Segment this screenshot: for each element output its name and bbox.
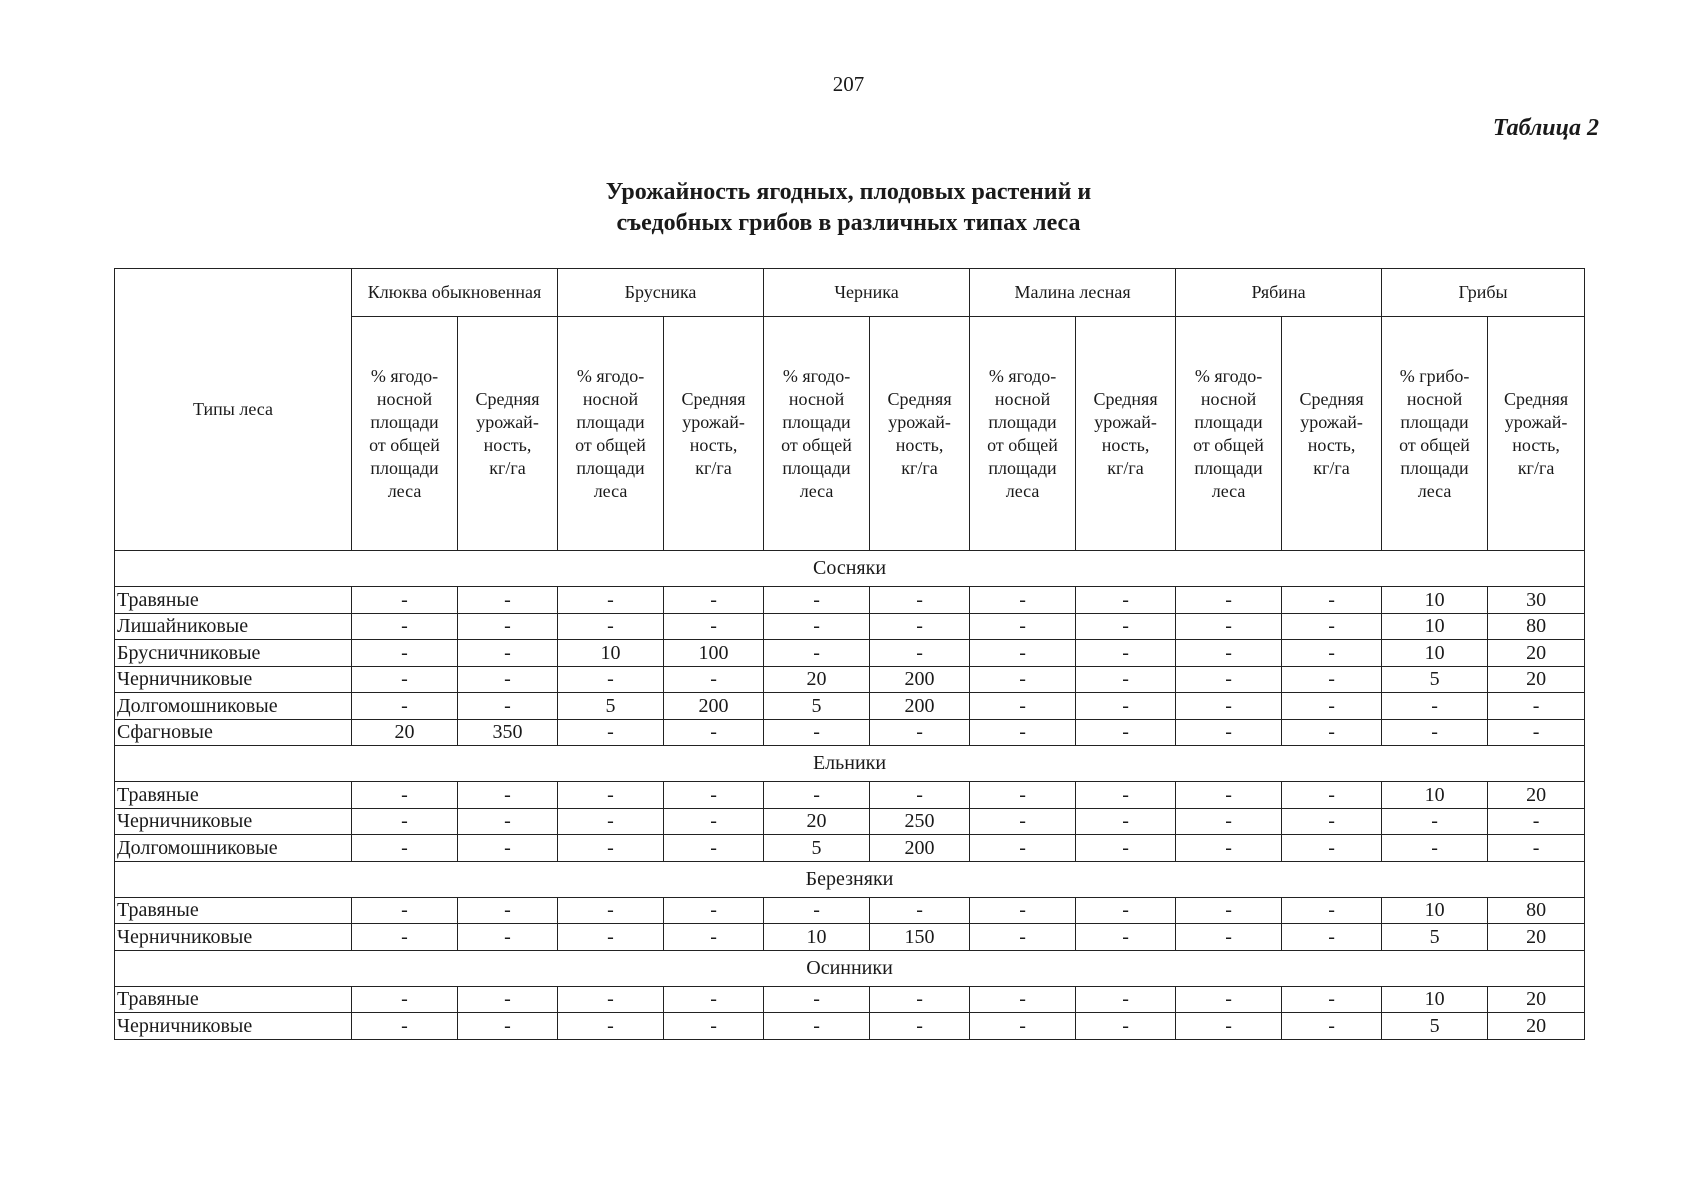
area-percent-cell: - [1176,693,1282,720]
area-percent-cell: - [1382,693,1488,720]
area-percent-cell: - [1176,1013,1282,1040]
avg-yield-cell: - [1282,640,1382,667]
sub-header-area-percent [1382,317,1488,551]
avg-yield-cell: - [1076,640,1176,667]
avg-yield-cell: - [1282,924,1382,951]
sub-header-avg-yield [458,317,558,551]
avg-yield-cell: - [1076,782,1176,809]
area-percent-cell: - [1176,666,1282,693]
section-title: Сосняки [115,551,1585,587]
table-label: Таблица 2 [1492,115,1599,141]
avg-yield-cell: - [664,613,764,640]
avg-yield-cell: - [1076,897,1176,924]
forest-type-cell: Долгомошниковые [115,693,352,720]
avg-yield-cell: - [870,719,970,746]
area-percent-cell: - [1176,719,1282,746]
group-header-cranberry: Клюква обыкновенная [352,269,558,317]
table-row [115,924,1585,951]
area-percent-cell: - [764,613,870,640]
section-title: Осинники [115,950,1585,986]
avg-yield-cell: - [664,924,764,951]
avg-yield-cell: 20 [1488,924,1585,951]
avg-yield-cell: - [1282,587,1382,614]
avg-yield-cell: - [664,897,764,924]
area-percent-cell: - [352,808,458,835]
avg-yield-cell: - [664,666,764,693]
sub-header-text: % ягодо- носной площади от общей площади леса [781,365,852,501]
area-percent-cell: - [352,666,458,693]
avg-yield-cell: 200 [664,693,764,720]
sub-header-area-percent [970,317,1076,551]
table-title [0,177,1697,239]
area-percent-cell: 5 [764,835,870,862]
area-percent-cell: - [764,986,870,1013]
area-percent-cell: - [970,587,1076,614]
area-percent-cell: 20 [764,666,870,693]
avg-yield-cell: - [1076,587,1176,614]
avg-yield-cell: - [1282,693,1382,720]
avg-yield-cell: - [458,587,558,614]
avg-yield-cell: - [664,986,764,1013]
sub-header-text: % ягодо- носной площади от общей площади леса [987,365,1058,501]
avg-yield-cell: - [870,587,970,614]
section-row [115,551,1585,587]
forest-type-header: Типы леса [115,269,352,551]
avg-yield-cell: - [458,693,558,720]
area-percent-cell: - [352,587,458,614]
section-title: Ельники [115,746,1585,782]
sub-header-avg-yield [870,317,970,551]
avg-yield-cell: - [458,1013,558,1040]
sub-header-avg-yield [664,317,764,551]
area-percent-cell: - [558,613,664,640]
avg-yield-cell: - [458,924,558,951]
table-row [115,613,1585,640]
area-percent-cell: - [352,613,458,640]
table-row [115,808,1585,835]
area-percent-cell: - [764,897,870,924]
area-percent-cell: - [352,782,458,809]
table-title-line-1: Урожайность ягодных, плодовых растений и [605,179,1092,205]
avg-yield-cell: - [1076,666,1176,693]
avg-yield-cell: - [664,719,764,746]
area-percent-cell: - [352,640,458,667]
avg-yield-cell: 20 [1488,986,1585,1013]
area-percent-cell: - [352,835,458,862]
forest-type-cell: Сфагновые [115,719,352,746]
area-percent-cell: - [1176,808,1282,835]
avg-yield-cell: - [1488,808,1585,835]
avg-yield-cell: - [1076,719,1176,746]
area-percent-cell: - [558,808,664,835]
avg-yield-cell: - [664,782,764,809]
table-row [115,693,1585,720]
avg-yield-cell: - [664,587,764,614]
sub-header-text: Средняя урожай- ность, кг/га [1093,388,1158,478]
sub-header-text: Средняя урожай- ность, кг/га [475,388,540,478]
section-title: Березняки [115,861,1585,897]
table-row [115,666,1585,693]
avg-yield-cell: - [458,613,558,640]
forest-type-cell: Травяные [115,782,352,809]
forest-type-cell: Травяные [115,897,352,924]
area-percent-cell: - [1176,986,1282,1013]
page-number: 207 [832,72,865,96]
avg-yield-cell: - [1076,693,1176,720]
sub-header-text: Средняя урожай- ность, кг/га [1504,388,1569,478]
avg-yield-cell: - [1076,835,1176,862]
table-row [115,897,1585,924]
forest-type-cell: Черничниковые [115,924,352,951]
area-percent-cell: - [970,666,1076,693]
area-percent-cell: 5 [764,693,870,720]
group-header-raspberry: Малина лесная [970,269,1176,317]
area-percent-cell: - [352,1013,458,1040]
area-percent-cell: - [970,693,1076,720]
area-percent-cell: - [1176,587,1282,614]
area-percent-cell: 10 [1382,640,1488,667]
area-percent-cell: - [558,835,664,862]
avg-yield-cell: - [458,835,558,862]
area-percent-cell: 10 [764,924,870,951]
avg-yield-cell: - [1076,924,1176,951]
avg-yield-cell: - [1282,613,1382,640]
area-percent-cell: - [764,587,870,614]
area-percent-cell: 20 [352,719,458,746]
avg-yield-cell: - [664,1013,764,1040]
area-percent-cell: - [970,986,1076,1013]
area-percent-cell: - [352,924,458,951]
avg-yield-cell: - [458,808,558,835]
avg-yield-cell: - [1488,693,1585,720]
avg-yield-cell: - [1282,808,1382,835]
area-percent-cell: 10 [1382,897,1488,924]
table-row [115,640,1585,667]
area-percent-cell: - [558,897,664,924]
avg-yield-cell: - [1076,986,1176,1013]
area-percent-cell: - [970,613,1076,640]
forest-type-cell: Лишайниковые [115,613,352,640]
table-row [115,719,1585,746]
area-percent-cell: - [1176,897,1282,924]
avg-yield-cell: - [1282,782,1382,809]
area-percent-cell: 10 [1382,986,1488,1013]
sub-header-text: % грибо- носной площади от общей площади леса [1399,365,1470,501]
table-row [115,587,1585,614]
area-percent-cell: - [352,693,458,720]
group-header-lingonberry: Брусника [558,269,764,317]
area-percent-cell: 5 [1382,666,1488,693]
sub-header-text: % ягодо- носной площади от общей площади леса [1193,365,1264,501]
sub-header-avg-yield [1282,317,1382,551]
area-percent-cell: - [1176,924,1282,951]
avg-yield-cell: 20 [1488,640,1585,667]
area-percent-cell: - [558,924,664,951]
area-percent-cell: 10 [558,640,664,667]
avg-yield-cell: 250 [870,808,970,835]
avg-yield-cell: - [1488,835,1585,862]
area-percent-cell: - [558,666,664,693]
sub-header-text: Средняя урожай- ность, кг/га [681,388,746,478]
forest-type-cell: Черничниковые [115,1013,352,1040]
avg-yield-cell: 80 [1488,613,1585,640]
avg-yield-cell: - [458,897,558,924]
area-percent-cell: 10 [1382,613,1488,640]
area-percent-cell: - [352,986,458,1013]
forest-type-cell: Черничниковые [115,666,352,693]
avg-yield-cell: 200 [870,835,970,862]
table-header [115,269,1585,551]
group-header-rowan: Рябина [1176,269,1382,317]
area-percent-cell: - [1176,835,1282,862]
section-row [115,861,1585,897]
area-percent-cell: - [558,1013,664,1040]
sub-header-area-percent [1176,317,1282,551]
sub-header-area-percent [558,317,664,551]
section-row [115,746,1585,782]
forest-type-cell: Брусничниковые [115,640,352,667]
avg-yield-cell: - [458,640,558,667]
avg-yield-cell: - [870,782,970,809]
group-header-mushrooms: Грибы [1382,269,1585,317]
avg-yield-cell: - [458,666,558,693]
avg-yield-cell: 150 [870,924,970,951]
area-percent-cell: - [558,587,664,614]
forest-type-cell: Долгомошниковые [115,835,352,862]
sub-header-avg-yield [1488,317,1585,551]
table-row [115,782,1585,809]
avg-yield-cell: - [1076,808,1176,835]
area-percent-cell: - [1176,640,1282,667]
forest-type-cell: Травяные [115,986,352,1013]
area-percent-cell: 20 [764,808,870,835]
forest-type-cell: Травяные [115,587,352,614]
table-row [115,835,1585,862]
sub-header-text: % ягодо- носной площади от общей площади леса [575,365,646,501]
group-header-bilberry: Черника [764,269,970,317]
avg-yield-cell: - [1076,1013,1176,1040]
avg-yield-cell: - [870,986,970,1013]
area-percent-cell: 5 [1382,1013,1488,1040]
area-percent-cell: 10 [1382,587,1488,614]
area-percent-cell: - [970,835,1076,862]
area-percent-cell: 5 [558,693,664,720]
area-percent-cell: - [558,719,664,746]
area-percent-cell: - [970,640,1076,667]
avg-yield-cell: 20 [1488,666,1585,693]
table-row [115,986,1585,1013]
sub-header-text: % ягодо- носной площади от общей площади леса [369,365,440,501]
sub-header-avg-yield [1076,317,1176,551]
area-percent-cell: - [764,1013,870,1040]
avg-yield-cell: 20 [1488,1013,1585,1040]
table-body [115,551,1585,1040]
area-percent-cell: - [1382,808,1488,835]
avg-yield-cell: 100 [664,640,764,667]
area-percent-cell: - [970,897,1076,924]
area-percent-cell: - [764,640,870,667]
area-percent-cell: - [764,719,870,746]
avg-yield-cell: - [1282,986,1382,1013]
avg-yield-cell: - [664,808,764,835]
area-percent-cell: - [970,808,1076,835]
avg-yield-cell: - [1076,613,1176,640]
area-percent-cell: - [970,924,1076,951]
group-header-row [115,269,1585,317]
avg-yield-cell: 200 [870,666,970,693]
forest-type-cell: Черничниковые [115,808,352,835]
table-row [115,1013,1585,1040]
avg-yield-cell: - [1282,719,1382,746]
avg-yield-cell: - [458,782,558,809]
area-percent-cell: - [1176,613,1282,640]
avg-yield-cell: - [870,640,970,667]
sub-header-area-percent [764,317,870,551]
avg-yield-cell: 30 [1488,587,1585,614]
area-percent-cell: - [558,782,664,809]
avg-yield-cell: - [1488,719,1585,746]
sub-header-area-percent [352,317,458,551]
avg-yield-cell: - [458,986,558,1013]
area-percent-cell: - [764,782,870,809]
area-percent-cell: 10 [1382,782,1488,809]
avg-yield-cell: - [870,613,970,640]
sub-header-text: Средняя урожай- ность, кг/га [887,388,952,478]
avg-yield-cell: 350 [458,719,558,746]
yield-table [114,268,1585,1040]
avg-yield-cell: 20 [1488,782,1585,809]
area-percent-cell: - [1382,719,1488,746]
avg-yield-cell: - [870,897,970,924]
sub-header-text: Средняя урожай- ность, кг/га [1299,388,1364,478]
avg-yield-cell: - [1282,897,1382,924]
avg-yield-cell: - [664,835,764,862]
area-percent-cell: - [970,1013,1076,1040]
area-percent-cell: 5 [1382,924,1488,951]
table-title-line-2: съедобных грибов в различных типах леса [616,210,1081,236]
area-percent-cell: - [1382,835,1488,862]
avg-yield-cell: - [1282,666,1382,693]
area-percent-cell: - [558,986,664,1013]
avg-yield-cell: - [870,1013,970,1040]
area-percent-cell: - [970,719,1076,746]
section-row [115,950,1585,986]
area-percent-cell: - [352,897,458,924]
avg-yield-cell: - [1282,1013,1382,1040]
avg-yield-cell: 200 [870,693,970,720]
avg-yield-cell: - [1282,835,1382,862]
avg-yield-cell: 80 [1488,897,1585,924]
area-percent-cell: - [1176,782,1282,809]
area-percent-cell: - [970,782,1076,809]
